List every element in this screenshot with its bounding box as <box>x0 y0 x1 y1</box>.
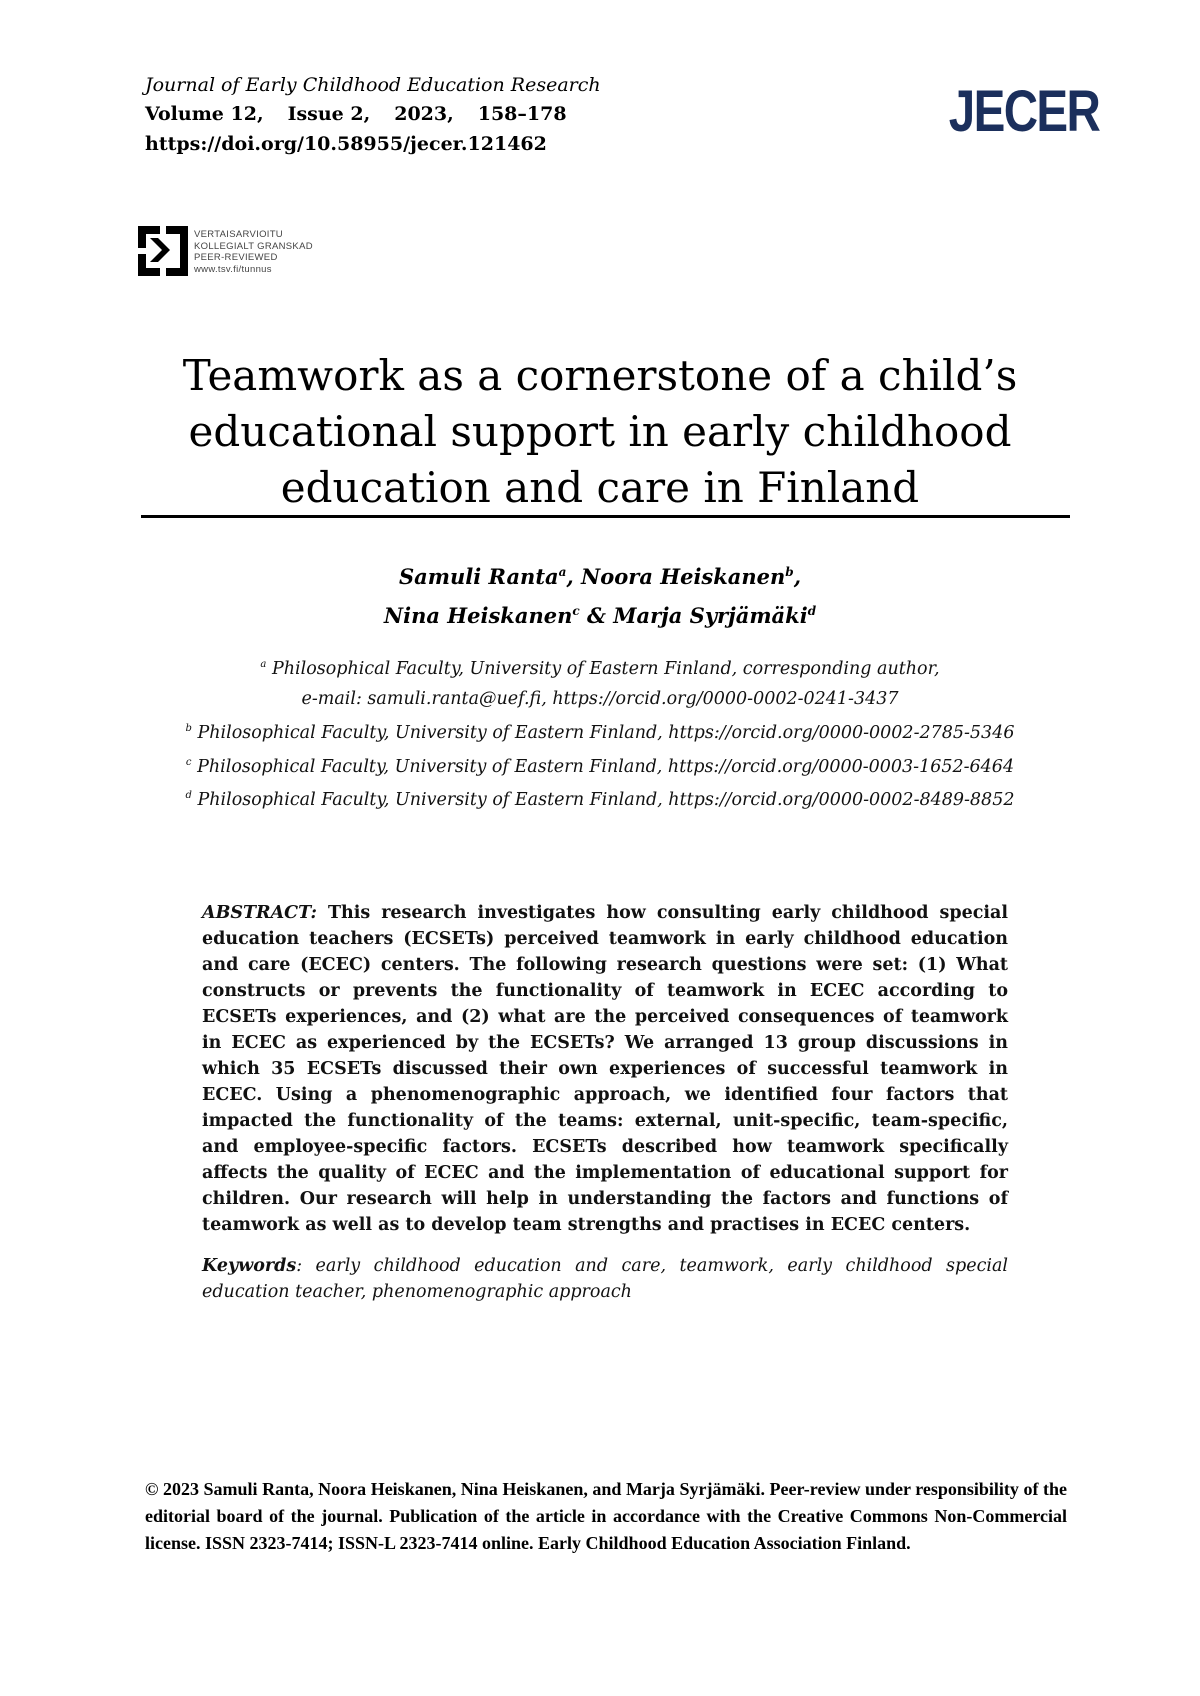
affiliation-d <box>130 781 1070 815</box>
author-line <box>130 555 1070 594</box>
peer-reviewed-badge <box>138 226 378 280</box>
pages: 158–178 <box>477 103 567 125</box>
abstract <box>202 900 1008 1238</box>
peer-badge-line: KOLLEGIALT GRANSKAD <box>194 240 313 252</box>
author-line <box>130 594 1070 633</box>
author-name: Noora Heiskanen <box>581 564 786 589</box>
affiliation-text: Philosophical Faculty, University of Eastern Finland, https://orcid.org/0000-0002-2785-5346 <box>197 722 1015 743</box>
author-separator: , <box>793 564 801 589</box>
author-list <box>130 555 1070 633</box>
affiliation-c <box>130 748 1070 782</box>
peer-badge-text <box>194 229 313 275</box>
abstract-text: This research investigates how consulting early childhood special education teachers (ECSETs) perceived teamwork in early childhood education and care (ECEC) centers. The following research questions were set: (1) What constructs or prevents the functionality of teamwork in ECEC according to ECSETs experiences, and (2) what are the perceived consequences of teamwork in ECEC as experienced by the ECSETs? We arranged 13 group discussions in which 35 ECSETs discussed their own experiences of successful teamwork in ECEC. Using a phenomenographic approach, we identified four factors that impacted the functionality of the teams: external, unit-specific, team-specific, and employee-specific factors. ECSETs described how teamwork specifically affects the quality of ECEC and the implementation of educational support for children. Our research will help in understanding the factors and functions of teamwork as well as to develop team strengths and practises in ECEC centers. <box>202 903 1008 1235</box>
journal-name: Journal of Early Childhood Education Research <box>145 74 601 96</box>
volume: Volume 12, <box>145 103 264 125</box>
affiliation-mark: b <box>185 722 192 734</box>
affiliation-b <box>130 714 1070 748</box>
issue-info <box>145 103 591 125</box>
author-name: Samuli Ranta <box>398 564 559 589</box>
affiliation-mark: c <box>185 756 192 768</box>
affiliation-text: Philosophical Faculty, University of Eastern Finland, corresponding author, <box>271 658 940 679</box>
author-mark: d <box>807 604 817 618</box>
affiliation-a <box>130 650 1070 684</box>
title-line: education and care in Finland <box>280 463 920 512</box>
affiliation-mark: d <box>185 790 192 802</box>
peer-badge-line: www.tsv.fi/tunnus <box>194 263 272 275</box>
author-name: Nina Heiskanen <box>383 603 573 628</box>
keywords-label: Keywords <box>202 1256 297 1276</box>
peer-badge-line: PEER-REVIEWED <box>194 252 278 263</box>
author-mark: b <box>785 565 794 579</box>
author-separator: & <box>579 603 614 628</box>
doi-link[interactable]: https://doi.org/10.58955/jecer.121462 <box>145 133 547 155</box>
abstract-label: ABSTRACT: <box>202 903 317 923</box>
jecer-logo: JECER <box>948 79 1100 144</box>
keywords <box>202 1253 1008 1305</box>
keywords-text: : early childhood education and care, teamwork, early childhood special education teacher, phenomenographic approach <box>202 1256 1008 1302</box>
author-mark: c <box>572 604 580 618</box>
affiliation-text: Philosophical Faculty, University of Eastern Finland, https://orcid.org/0000-0002-8489-8852 <box>197 790 1015 811</box>
peer-reviewed-icon <box>138 226 188 276</box>
affiliations <box>130 650 1070 815</box>
title-line: educational support in early childhood <box>188 407 1012 456</box>
affiliation-text: Philosophical Faculty, University of Eastern Finland, https://orcid.org/0000-0003-1652-6464 <box>197 756 1015 777</box>
issue: Issue 2, <box>287 103 371 125</box>
copyright-notice: © 2023 Samuli Ranta, Noora Heiskanen, Nina Heiskanen, and Marja Syrjämäki. Peer-review under responsibility of the editorial board of the journal. Publication of the article in accordance with the Creative Commons Non-Commercial license. ISSN 2323-7414; ISSN-L 2323-7414 online. Early Childhood Education Association Finland. <box>145 1479 1067 1553</box>
author-mark: a <box>558 565 567 579</box>
peer-badge-line: VERTAISARVIOITU <box>194 229 283 240</box>
affiliation-a-contact: e-mail: samuli.ranta@uef.fi, https://orcid.org/0000-0002-0241-3437 <box>301 688 899 709</box>
year: 2023, <box>394 103 454 125</box>
affiliation-mark: a <box>260 659 267 670</box>
title-divider <box>141 515 1070 518</box>
author-separator: , <box>566 564 582 589</box>
author-name: Marja Syrjämäki <box>613 603 808 628</box>
article-title <box>130 348 1070 516</box>
title-line: Teamwork as a cornerstone of a child’s <box>182 351 1018 400</box>
